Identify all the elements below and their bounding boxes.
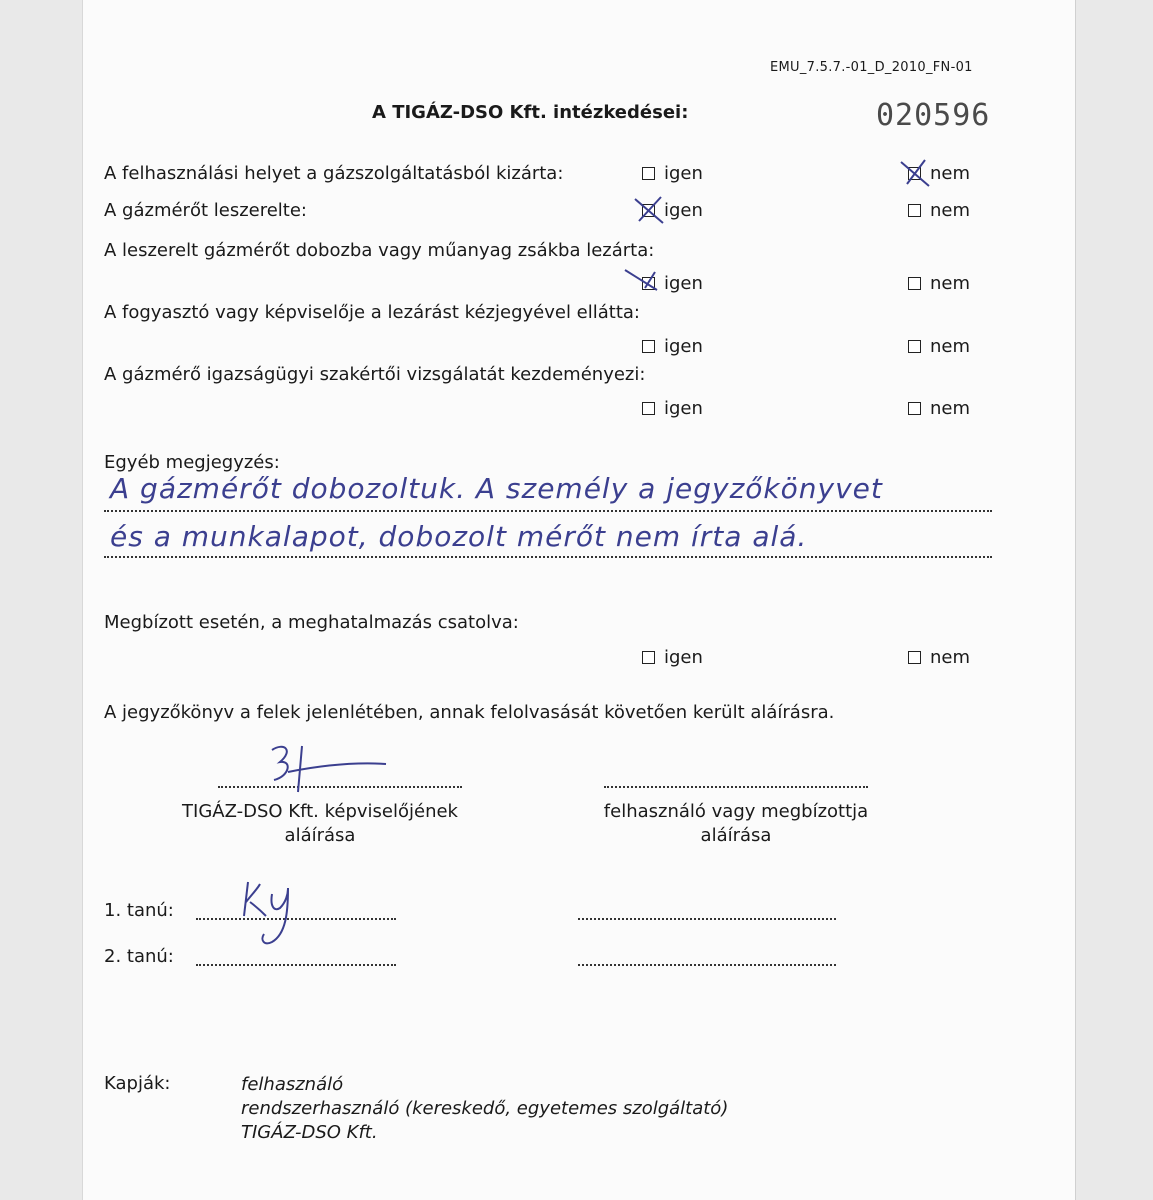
q3-no-checkbox[interactable] (908, 277, 921, 290)
q2-no-option[interactable] (908, 200, 970, 221)
q1-yes-option[interactable] (642, 163, 703, 184)
witness-2-left-line[interactable] (196, 946, 396, 966)
q1-no-option[interactable] (908, 163, 970, 184)
q3-yes-checkbox[interactable] (642, 277, 655, 290)
q5-yes-option[interactable] (642, 398, 703, 419)
check-mark-icon (633, 268, 667, 298)
recipients-label: Kapják: (104, 1073, 171, 1094)
q3-no-option[interactable] (908, 273, 970, 294)
q3-no-label: nem (930, 273, 971, 294)
remark-handwriting-1: A gázmérőt dobozoltuk. A személy a jegyzőkönyvet (110, 472, 883, 505)
q1-yes-label: igen (664, 163, 703, 184)
left-caption-line-2: aláírása (284, 825, 356, 846)
right-caption-line-1: felhasználó vagy megbízottja (603, 801, 869, 822)
q5-yes-label: igen (664, 398, 703, 419)
q5-no-option[interactable] (908, 398, 970, 419)
statement-text: A jegyzőkönyv a felek jelenlétében, annak felolvasását követően került aláírásra. (104, 702, 835, 723)
q4-no-option[interactable] (908, 336, 970, 357)
left-caption-line-1: TIGÁZ-DSO Kft. képviselőjének (182, 801, 458, 822)
q5-yes-checkbox[interactable] (642, 402, 655, 415)
witness-1-right-line[interactable] (578, 900, 836, 920)
recipients-list (241, 1073, 728, 1145)
recipient-item: TIGÁZ-DSO Kft. (241, 1122, 378, 1143)
witness-1-signature-image (236, 872, 316, 952)
question-3: A leszerelt gázmérőt dobozba vagy műanyag zsákba lezárta: (104, 240, 655, 261)
question-2: A gázmérőt leszerelte: (104, 200, 307, 221)
proxy-yes-label: igen (664, 647, 703, 668)
proxy-no-label: nem (930, 647, 971, 668)
serial-number: 020596 (876, 98, 991, 133)
question-1: A felhasználási helyet a gázszolgáltatásból kizárta: (104, 163, 564, 184)
q2-no-label: nem (930, 200, 971, 221)
q3-yes-option[interactable] (642, 273, 703, 294)
q3-yes-label: igen (664, 273, 703, 294)
form-code: EMU_7.5.7.-01_D_2010_FN-01 (770, 60, 973, 75)
q2-yes-option[interactable] (642, 200, 703, 221)
proxy-no-checkbox[interactable] (908, 651, 921, 664)
q4-yes-checkbox[interactable] (642, 340, 655, 353)
form-title: A TIGÁZ-DSO Kft. intézkedései: (372, 102, 689, 123)
remark-line-1[interactable] (104, 472, 992, 512)
q4-yes-option[interactable] (642, 336, 703, 357)
check-mark-icon (633, 195, 667, 225)
q4-no-label: nem (930, 336, 971, 357)
proxy-yes-checkbox[interactable] (642, 651, 655, 664)
proxy-no-option[interactable] (908, 647, 970, 668)
question-4: A fogyasztó vagy képviselője a lezárást kézjegyével ellátta: (104, 302, 640, 323)
proxy-yes-option[interactable] (642, 647, 703, 668)
remark-label: Egyéb megjegyzés: (104, 452, 280, 473)
recipient-item: rendszerhasználó (kereskedő, egyetemes szolgáltató) (241, 1098, 729, 1119)
q5-no-checkbox[interactable] (908, 402, 921, 415)
q1-no-label: nem (930, 163, 971, 184)
right-caption-line-2: aláírása (700, 825, 772, 846)
q2-no-checkbox[interactable] (908, 204, 921, 217)
proxy-question: Megbízott esetén, a meghatalmazás csatolva: (104, 612, 519, 633)
witness-2-label: 2. tanú: (104, 946, 174, 967)
check-mark-icon (899, 158, 933, 188)
left-signature-caption (140, 800, 500, 848)
q1-yes-checkbox[interactable] (642, 167, 655, 180)
question-5: A gázmérő igazságügyi szakértői vizsgálatát kezdeményezi: (104, 364, 646, 385)
q4-no-checkbox[interactable] (908, 340, 921, 353)
remark-handwriting-2: és a munkalapot, dobozolt mérőt nem írta alá. (110, 520, 808, 553)
q1-no-checkbox[interactable] (908, 167, 921, 180)
witness-1-label: 1. tanú: (104, 900, 174, 921)
right-signature-caption (556, 800, 916, 848)
q2-yes-checkbox[interactable] (642, 204, 655, 217)
witness-2-right-line[interactable] (578, 946, 836, 966)
remark-line-2[interactable] (104, 520, 992, 558)
right-signature-line[interactable] (604, 770, 868, 788)
recipient-item: felhasználó (241, 1074, 344, 1095)
left-signature-image (258, 740, 398, 798)
q2-yes-label: igen (664, 200, 703, 221)
q4-yes-label: igen (664, 336, 703, 357)
q5-no-label: nem (930, 398, 971, 419)
